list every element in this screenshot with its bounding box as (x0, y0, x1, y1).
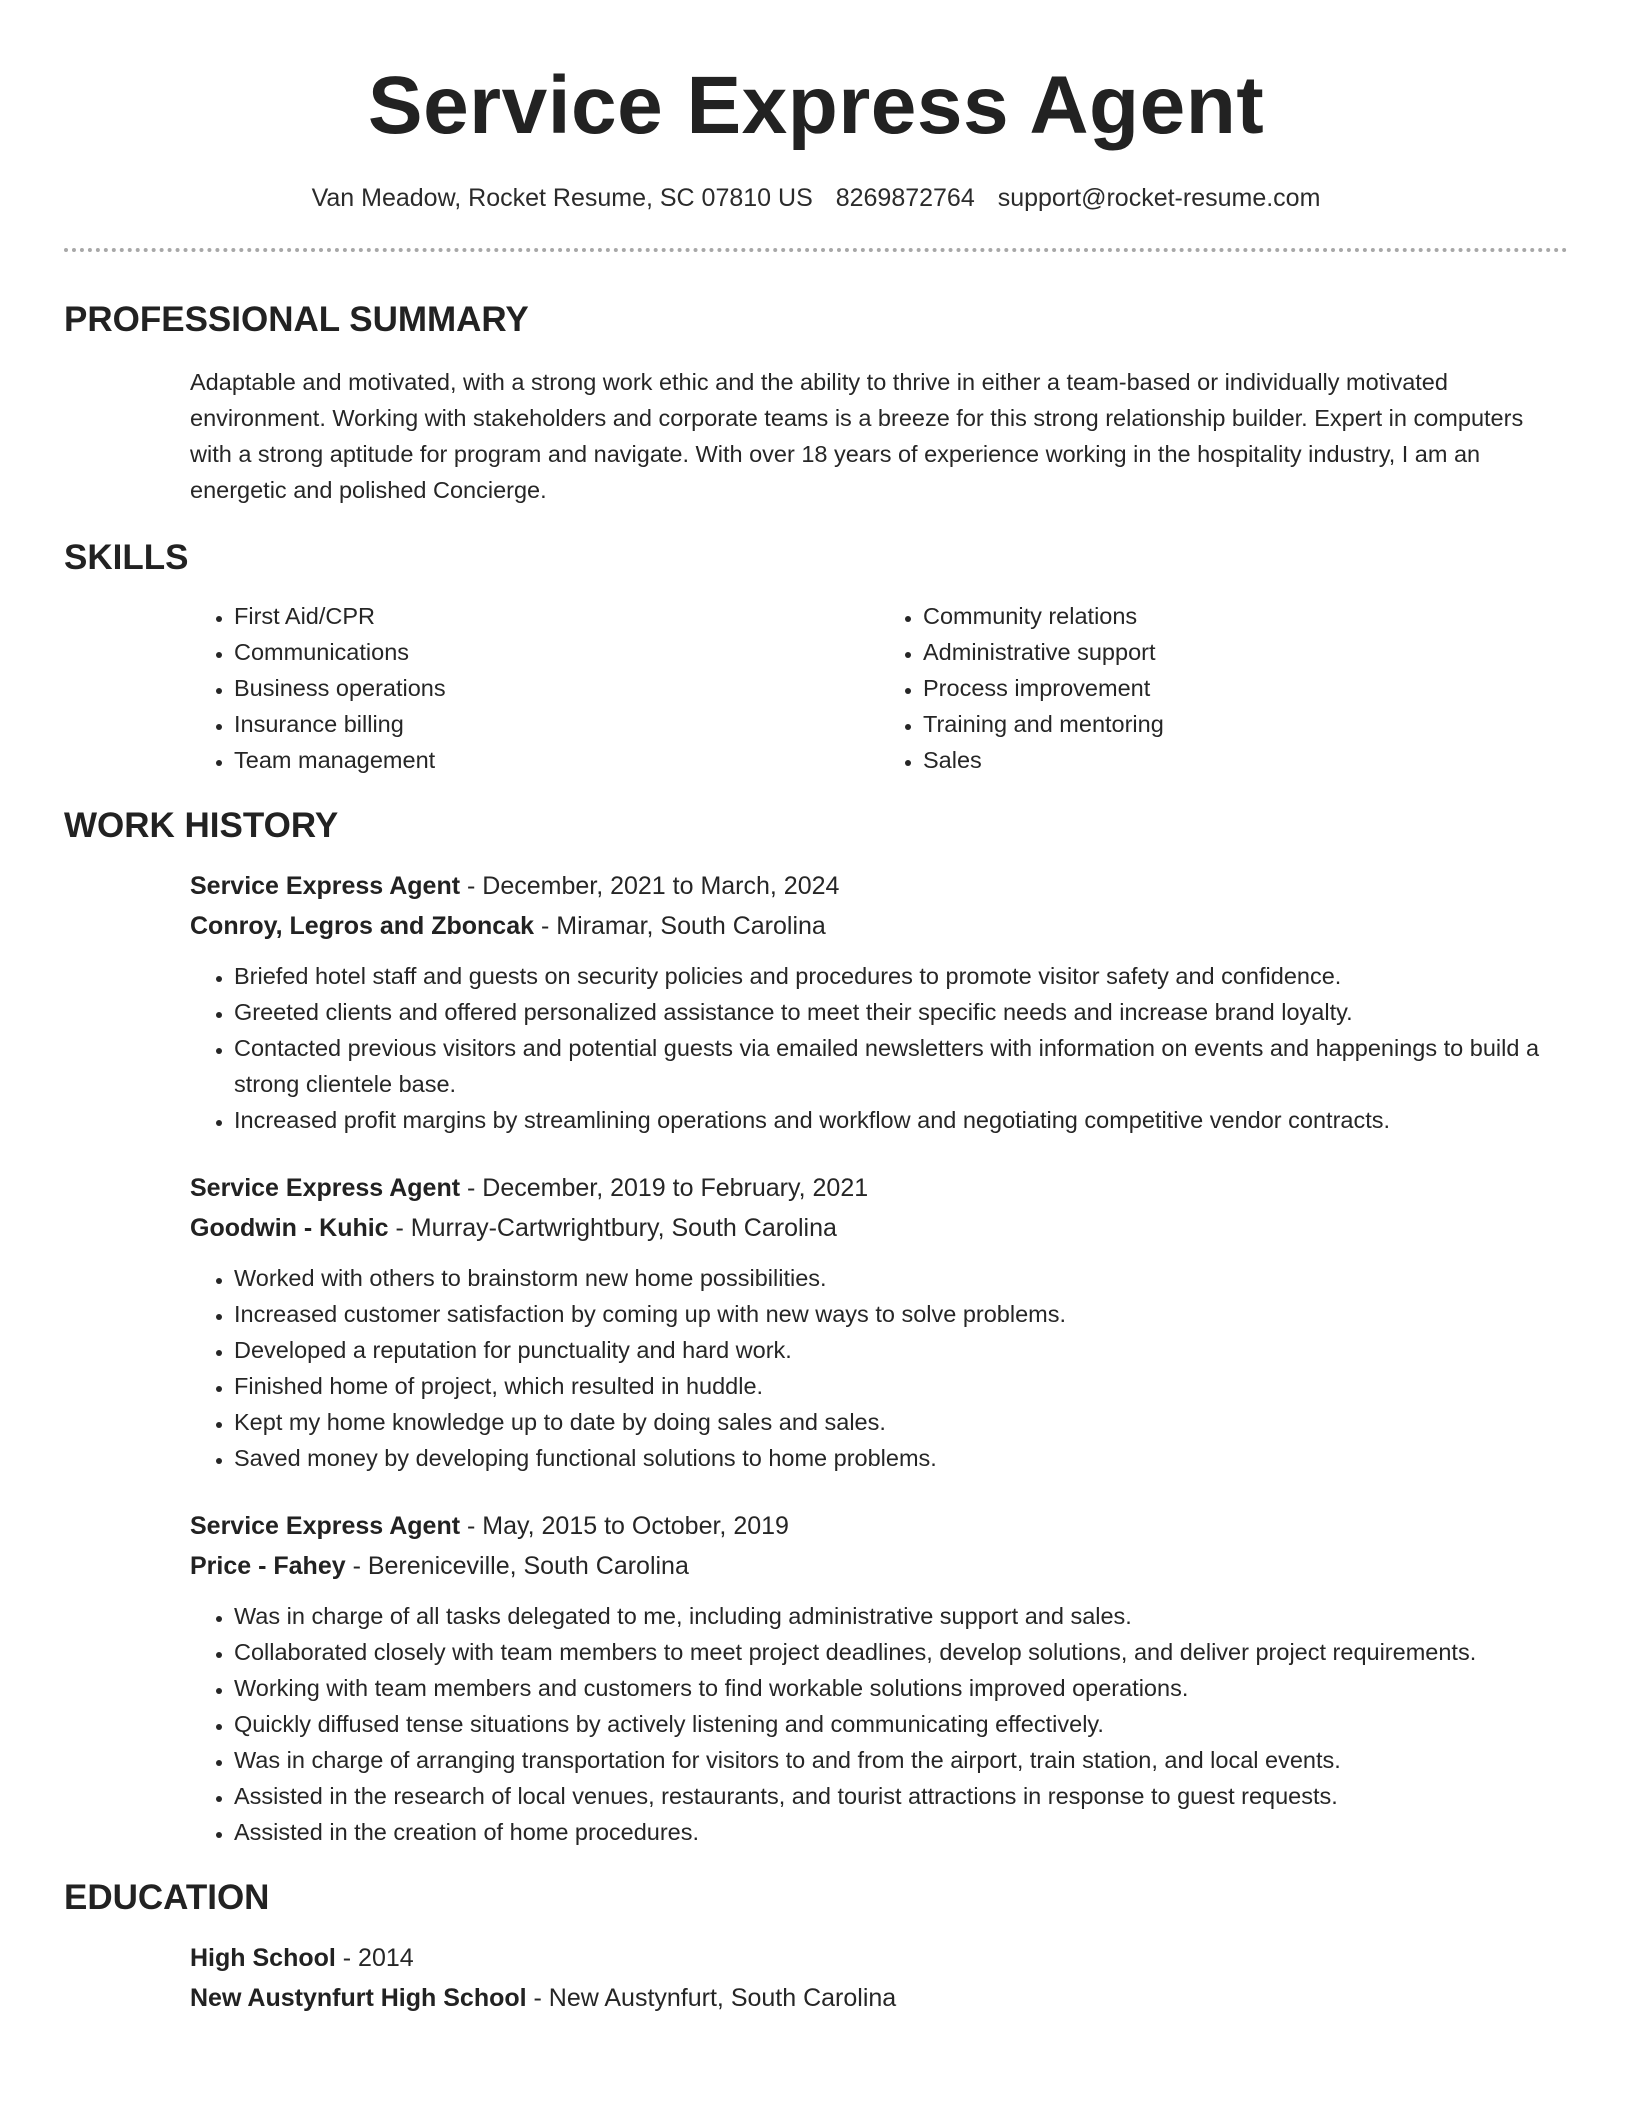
job-company-line (190, 1208, 1568, 1248)
education-school-line (190, 1978, 1568, 2018)
skill-item: • First Aid/CPR (234, 598, 879, 634)
contact-address: Van Meadow, Rocket Resume, SC 07810 US (311, 184, 813, 212)
contact-line (64, 182, 1568, 214)
job-location: - Bereniceville, South Carolina (345, 1552, 689, 1580)
job-bullet: • Greeted clients and offered personalized assistance to meet their specific needs and increase brand loyalty. (234, 994, 1568, 1030)
education-degree-line (190, 1938, 1568, 1978)
job-title-line (190, 1506, 1568, 1546)
job-bullet: • Finished home of project, which resulted in huddle. (234, 1368, 1568, 1404)
job-bullet: • Contacted previous visitors and potential guests via emailed newsletters with information on events and happenings to build a strong clientele base. (234, 1030, 1568, 1102)
job-company: Conroy, Legros and Zboncak (190, 912, 535, 940)
skills-list-right (879, 598, 1568, 778)
job-bullets (190, 1598, 1568, 1850)
job-bullet: • Briefed hotel staff and guests on security policies and procedures to promote visitor safety and confidence. (234, 958, 1568, 994)
job-bullet: • Saved money by developing functional solutions to home problems. (234, 1440, 1568, 1476)
work-history-heading: WORK HISTORY (64, 806, 339, 845)
contact-email: support@rocket-resume.com (997, 184, 1321, 212)
job-dates: - December, 2019 to February, 2021 (460, 1174, 869, 1202)
header-divider (64, 248, 1568, 252)
education-section (64, 1876, 1568, 2018)
job-entry (64, 1506, 1568, 1850)
job-bullet: • Assisted in the creation of home procedures. (234, 1814, 1568, 1850)
education-heading: EDUCATION (64, 1878, 270, 1917)
job-bullet: • Working with team members and customers to find workable solutions improved operations. (234, 1670, 1568, 1706)
skill-item: • Community relations (923, 598, 1568, 634)
education-location: - New Austynfurt, South Carolina (526, 1984, 897, 2012)
job-title: Service Express Agent (190, 872, 461, 900)
job-bullet: • Increased customer satisfaction by coming up with new ways to solve problems. (234, 1296, 1568, 1332)
job-bullets (190, 958, 1568, 1138)
skills-list-left (190, 598, 879, 778)
skill-item: • Administrative support (923, 634, 1568, 670)
job-location: - Murray-Cartwrightbury, South Carolina (388, 1214, 837, 1242)
job-title-line (190, 1168, 1568, 1208)
job-bullet: • Developed a reputation for punctuality and hard work. (234, 1332, 1568, 1368)
job-bullet: • Was in charge of all tasks delegated to me, including administrative support and sales. (234, 1598, 1568, 1634)
job-entry (64, 866, 1568, 1138)
job-title-line (190, 866, 1568, 906)
job-title: Service Express Agent (190, 1174, 461, 1202)
contact-phone: 8269872764 (835, 184, 975, 212)
job-bullet: • Kept my home knowledge up to date by doing sales and sales. (234, 1404, 1568, 1440)
work-history-section (64, 804, 1568, 1850)
job-company: Goodwin - Kuhic (190, 1214, 389, 1242)
job-bullet: • Assisted in the research of local venues, restaurants, and tourist attractions in response to guest requests. (234, 1778, 1568, 1814)
candidate-name: Service Express Agent (367, 60, 1265, 151)
job-company: Price - Fahey (190, 1552, 346, 1580)
job-bullet: • Collaborated closely with team members to meet project deadlines, develop solutions, and deliver project requirements. (234, 1634, 1568, 1670)
education-school: New Austynfurt High School (190, 1984, 527, 2012)
skills-section (64, 536, 1568, 778)
skill-item: • Team management (234, 742, 879, 778)
skill-item: • Training and mentoring (923, 706, 1568, 742)
summary-heading: PROFESSIONAL SUMMARY (64, 300, 529, 339)
job-dates: - May, 2015 to October, 2019 (460, 1512, 789, 1540)
summary-text: Adaptable and motivated, with a strong work ethic and the ability to thrive in either a team-based or individually motivated environment. Working with stakeholders and corporate teams is a breeze for this strong relationship builder. Expert in computers with a strong aptitude for program and navigate. With over 18 years of experience working in the hospitality industry, I am an energetic and polished Concierge. (190, 369, 1524, 503)
skill-item: • Communications (234, 634, 879, 670)
job-company-line (190, 1546, 1568, 1586)
skill-item: • Insurance billing (234, 706, 879, 742)
job-dates: - December, 2021 to March, 2024 (460, 872, 840, 900)
summary-section (64, 298, 1568, 508)
education-degree: High School (190, 1944, 336, 1972)
skill-item: • Process improvement (923, 670, 1568, 706)
job-title: Service Express Agent (190, 1512, 461, 1540)
job-bullet: • Worked with others to brainstorm new home possibilities. (234, 1260, 1568, 1296)
job-bullet: • Was in charge of arranging transportation for visitors to and from the airport, train station, and local events. (234, 1742, 1568, 1778)
education-year: - 2014 (335, 1944, 414, 1972)
skill-item: • Business operations (234, 670, 879, 706)
job-bullets (190, 1260, 1568, 1476)
skills-heading: SKILLS (64, 538, 189, 577)
job-location: - Miramar, South Carolina (534, 912, 826, 940)
job-entry (64, 1168, 1568, 1476)
job-bullet: • Quickly diffused tense situations by actively listening and communicating effectively. (234, 1706, 1568, 1742)
job-company-line (190, 906, 1568, 946)
skill-item: • Sales (923, 742, 1568, 778)
job-bullet: • Increased profit margins by streamlining operations and workflow and negotiating competitive vendor contracts. (234, 1102, 1568, 1138)
